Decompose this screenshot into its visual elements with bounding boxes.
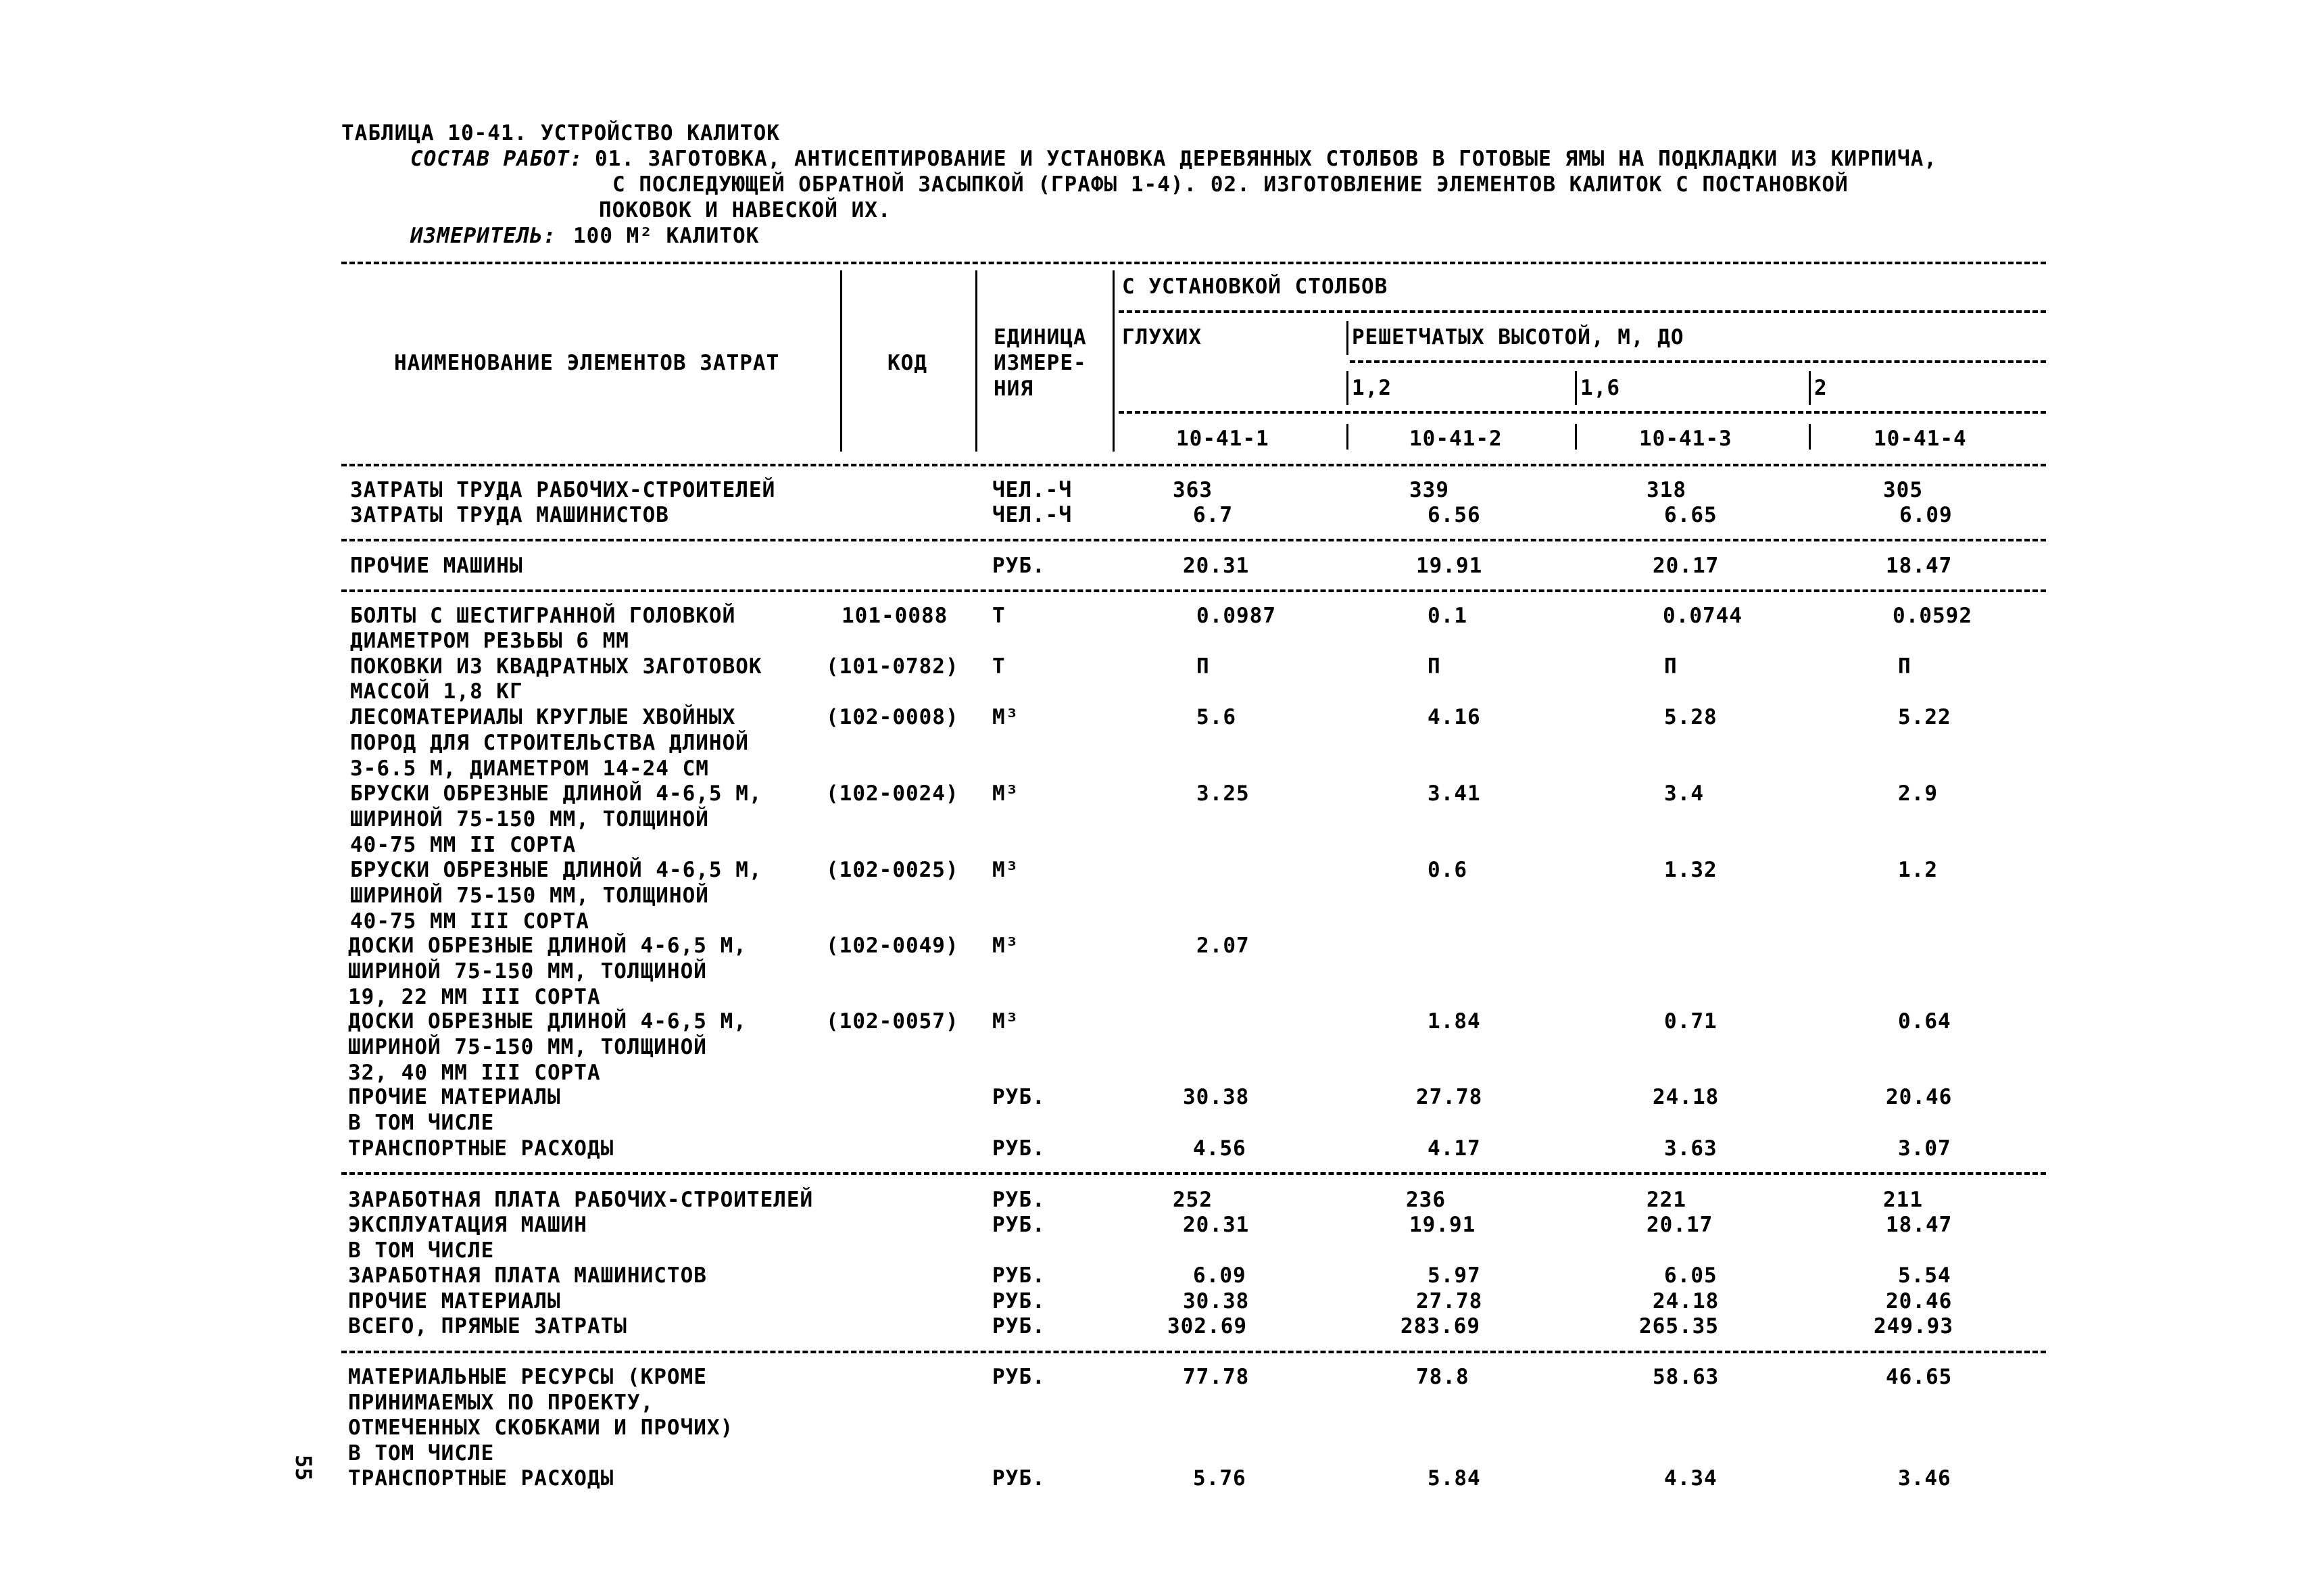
row-value-4: 20.46 [1886, 1085, 1953, 1109]
row-name: ПРОЧИЕ МАШИНЫ [350, 554, 523, 578]
composition-line-3: ПОКОВОК И НАВЕСКОЙ ИХ. [599, 198, 892, 222]
header-top-rule [341, 262, 2046, 264]
row-value-4: 3.07 [1898, 1136, 1951, 1161]
header-code-1: 10-41-1 [1176, 427, 1269, 451]
row-name: ДОСКИ ОБРЕЗНЫЕ ДЛИНОЙ 4-6,5 М, [348, 1009, 747, 1034]
row-name-cont: ПОРОД ДЛЯ СТРОИТЕЛЬСТВА ДЛИНОЙ [350, 731, 749, 755]
row-name-cont: 40-75 ММ II СОРТА [350, 833, 577, 857]
composition-line-2: С ПОСЛЕДУЮЩЕЙ ОБРАТНОЙ ЗАСЫПКОЙ (ГРАФЫ 1-4). 02. ИЗГОТОВЛЕНИЕ ЭЛЕМЕНТОВ КАЛИТОК С ПОСТАНОВКОЙ [612, 172, 1849, 197]
row-name-cont: ПРИНИМАЕМЫХ ПО ПРОЕКТУ, [348, 1391, 654, 1415]
header-vsep-2 [975, 270, 977, 452]
row-value-1: 20.31 [1183, 554, 1250, 578]
header-blind: ГЛУХИХ [1122, 325, 1202, 349]
row-code: (102-0008) [826, 705, 959, 729]
header-code-3: 10-41-3 [1639, 427, 1732, 451]
row-value-3: 6.05 [1664, 1263, 1717, 1288]
row-name: ЭКСПЛУАТАЦИЯ МАШИН [348, 1213, 587, 1237]
row-value-1: 6.7 [1193, 503, 1233, 527]
row-name-cont: ОТМЕЧЕННЫХ СКОБКАМИ И ПРОЧИХ) [348, 1416, 734, 1440]
header-vsep-c2 [1346, 424, 1348, 450]
row-unit: РУБ. [992, 1213, 1046, 1237]
header-unit-line-3: НИЯ [994, 377, 1033, 401]
page-number: 55 [291, 1455, 316, 1481]
row-code: (102-0025) [826, 858, 959, 882]
row-value-2: 19.91 [1409, 1213, 1476, 1237]
row-unit: РУБ. [992, 554, 1046, 578]
row-value-1: 6.09 [1193, 1263, 1246, 1288]
row-value-1: 30.38 [1183, 1085, 1250, 1109]
row-value-1: 0.0987 [1196, 604, 1276, 628]
row-name-cont: ШИРИНОЙ 75-150 ММ, ТОЛЩИНОЙ [348, 959, 707, 984]
row-value-4: П [1898, 654, 1911, 679]
row-value-3: 0.0744 [1663, 604, 1743, 628]
row-unit: РУБ. [992, 1314, 1046, 1338]
row-value-2: 0.6 [1428, 858, 1467, 882]
row-name-cont: 32, 40 ММ III СОРТА [348, 1061, 601, 1085]
header-bottom-rule [341, 464, 2046, 466]
section-rule-4 [341, 1351, 2046, 1353]
row-value-3: 1.32 [1664, 858, 1717, 882]
row-value-3: 5.28 [1664, 705, 1717, 729]
row-value-4: 18.47 [1886, 554, 1953, 578]
row-unit: РУБ. [992, 1085, 1046, 1109]
row-value-3: 318 [1647, 478, 1686, 502]
row-value-1: 5.76 [1193, 1466, 1246, 1491]
row-name: ДОСКИ ОБРЕЗНЫЕ ДЛИНОЙ 4-6,5 М, [348, 934, 747, 958]
header-vsep-h2 [1575, 371, 1577, 405]
row-name: ПРОЧИЕ МАТЕРИАЛЫ [348, 1289, 561, 1313]
row-name: БОЛТЫ С ШЕСТИГРАННОЙ ГОЛОВКОЙ [350, 604, 736, 628]
section-rule-1 [341, 539, 2046, 541]
row-value-4: 20.46 [1886, 1289, 1953, 1313]
header-unit-line-2: ИЗМЕРЕ- [994, 351, 1087, 375]
row-unit: Т [992, 604, 1006, 628]
row-value-2: 4.17 [1428, 1136, 1481, 1161]
meter-value: 100 М² КАЛИТОК [573, 224, 760, 248]
row-name: ВСЕГО, ПРЯМЫЕ ЗАТРАТЫ [348, 1314, 627, 1338]
header-code-col: КОД [887, 351, 927, 375]
row-name: МАТЕРИАЛЬНЫЕ РЕСУРСЫ (КРОМЕ [348, 1365, 707, 1389]
row-unit: РУБ. [992, 1466, 1046, 1491]
row-unit: РУБ. [992, 1289, 1046, 1313]
row-name: ЗАТРАТЫ ТРУДА РАБОЧИХ-СТРОИТЕЛЕЙ [350, 478, 776, 502]
row-value-2: 5.97 [1428, 1263, 1481, 1288]
row-value-1: 5.6 [1196, 705, 1236, 729]
row-value-3: 58.63 [1653, 1365, 1720, 1389]
row-value-3: 6.65 [1664, 503, 1717, 527]
row-name: ЗАТРАТЫ ТРУДА МАШИНИСТОВ [350, 503, 669, 527]
row-value-2: 19.91 [1416, 554, 1483, 578]
row-value-1: П [1196, 654, 1210, 679]
row-value-4: 1.2 [1898, 858, 1938, 882]
row-value-3: 3.63 [1664, 1136, 1717, 1161]
row-value-4: 305 [1883, 478, 1923, 502]
section-rule-3 [341, 1172, 2046, 1175]
row-name: ЗАРАБОТНАЯ ПЛАТА МАШИНИСТОВ [348, 1263, 707, 1288]
row-value-1: 20.31 [1183, 1213, 1250, 1237]
row-value-2: 78.8 [1416, 1365, 1469, 1389]
row-name: ТРАНСПОРТНЫЕ РАСХОДЫ [348, 1136, 614, 1161]
section-rule-2 [341, 589, 2046, 592]
row-unit: М³ [992, 781, 1019, 806]
row-unit: М³ [992, 1009, 1019, 1034]
header-group-rule [1119, 310, 2046, 313]
row-unit: ЧЕЛ.-Ч [992, 503, 1072, 527]
header-lattice: РЕШЕТЧАТЫХ ВЫСОТОЙ, М, ДО [1352, 325, 1684, 349]
header-vsep-c3 [1575, 424, 1577, 450]
row-value-4: 5.22 [1898, 705, 1951, 729]
row-unit: РУБ. [992, 1263, 1046, 1288]
row-code: (102-0024) [826, 781, 959, 806]
row-value-1: 302.69 [1167, 1314, 1247, 1338]
composition-line-1: 01. ЗАГОТОВКА, АНТИСЕПТИРОВАНИЕ И УСТАНОВКА ДЕРЕВЯННЫХ СТОЛБОВ В ГОТОВЫЕ ЯМЫ НА ПОДКЛАДКИ ИЗ КИРПИЧА, [595, 147, 1938, 171]
row-unit: Т [992, 654, 1006, 679]
row-value-4: 18.47 [1886, 1213, 1953, 1237]
row-name-cont: В ТОМ ЧИСЛЕ [348, 1111, 495, 1135]
row-value-3: 0.71 [1664, 1009, 1717, 1034]
row-value-3: 221 [1647, 1188, 1686, 1212]
header-lattice-rule [1350, 360, 2046, 363]
row-unit: М³ [992, 858, 1019, 882]
row-name-cont: ШИРИНОЙ 75-150 ММ, ТОЛЩИНОЙ [348, 1035, 707, 1059]
row-value-4: 6.09 [1899, 503, 1953, 527]
header-group: С УСТАНОВКОЙ СТОЛБОВ [1122, 274, 1388, 299]
row-value-2: 27.78 [1416, 1085, 1483, 1109]
header-code-4: 10-41-4 [1874, 427, 1967, 451]
row-unit: М³ [992, 934, 1019, 958]
row-value-1: 252 [1173, 1188, 1213, 1212]
row-name: ЛЕСОМАТЕРИАЛЫ КРУГЛЫЕ ХВОЙНЫХ [350, 705, 736, 729]
row-unit: РУБ. [992, 1136, 1046, 1161]
row-unit: РУБ. [992, 1188, 1046, 1212]
row-value-2: 27.78 [1416, 1289, 1483, 1313]
meter-label: ИЗМЕРИТЕЛЬ: [410, 224, 557, 248]
row-value-1: 4.56 [1193, 1136, 1246, 1161]
table-title: ТАБЛИЦА 10-41. УСТРОЙСТВО КАЛИТОК [341, 121, 780, 145]
row-value-4: 211 [1883, 1188, 1923, 1212]
row-value-3: 24.18 [1653, 1289, 1720, 1313]
header-unit-line-1: ЕДИНИЦА [994, 325, 1087, 349]
row-code: (101-0782) [826, 654, 959, 679]
row-value-4: 5.54 [1898, 1263, 1951, 1288]
row-unit: РУБ. [992, 1365, 1046, 1389]
row-name: БРУСКИ ОБРЕЗНЫЕ ДЛИНОЙ 4-6,5 М, [350, 781, 762, 806]
row-value-2: 236 [1406, 1188, 1446, 1212]
row-value-3: 3.4 [1664, 781, 1704, 806]
row-name: ТРАНСПОРТНЫЕ РАСХОДЫ [348, 1466, 614, 1491]
row-value-1: 2.07 [1196, 934, 1250, 958]
header-code-2: 10-41-2 [1409, 427, 1503, 451]
row-name: ПРОЧИЕ МАТЕРИАЛЫ [348, 1085, 561, 1109]
row-value-4: 0.0592 [1893, 604, 1972, 628]
row-value-3: 4.34 [1664, 1466, 1717, 1491]
row-value-3: 24.18 [1653, 1085, 1720, 1109]
row-value-4: 2.9 [1898, 781, 1938, 806]
row-value-4: 249.93 [1874, 1314, 1953, 1338]
row-name-cont: 19, 22 ММ III СОРТА [348, 985, 601, 1009]
row-value-2: 1.84 [1428, 1009, 1481, 1034]
row-name-cont: В ТОМ ЧИСЛЕ [348, 1441, 495, 1466]
header-vsep-h3 [1809, 371, 1811, 405]
row-value-2: 6.56 [1428, 503, 1481, 527]
header-vsep-h1 [1346, 371, 1348, 405]
row-name-cont: 40-75 ММ III СОРТА [350, 909, 589, 934]
row-name-cont: ДИАМЕТРОМ РЕЗЬБЫ 6 ММ [350, 629, 629, 653]
header-vsep-1 [840, 270, 842, 452]
row-code: (102-0049) [826, 934, 959, 958]
row-value-2: 339 [1409, 478, 1449, 502]
row-name-cont: ШИРИНОЙ 75-150 ММ, ТОЛЩИНОЙ [350, 807, 709, 831]
row-value-2: П [1428, 654, 1441, 679]
row-value-1: 77.78 [1183, 1365, 1250, 1389]
row-value-2: 0.1 [1428, 604, 1467, 628]
row-value-2: 5.84 [1428, 1466, 1481, 1491]
row-value-2: 4.16 [1428, 705, 1481, 729]
composition-label: СОСТАВ РАБОТ: [410, 147, 583, 171]
header-vsep-c4 [1809, 424, 1811, 450]
row-name-cont: МАССОЙ 1,8 КГ [350, 679, 523, 704]
row-name: ЗАРАБОТНАЯ ПЛАТА РАБОЧИХ-СТРОИТЕЛЕЙ [348, 1188, 814, 1212]
header-vsep-lattice [1346, 321, 1348, 355]
row-unit: М³ [992, 705, 1019, 729]
header-heights-rule [1119, 411, 2046, 414]
row-value-2: 283.69 [1400, 1314, 1480, 1338]
row-value-2: 3.41 [1428, 781, 1481, 806]
header-height-3: 2 [1814, 376, 1828, 400]
row-value-1: 363 [1173, 478, 1213, 502]
row-name-cont: 3-6.5 М, ДИАМЕТРОМ 14-24 СМ [350, 756, 709, 781]
row-value-4: 3.46 [1898, 1466, 1951, 1491]
row-value-3: П [1664, 654, 1678, 679]
row-code: 101-0088 [842, 604, 948, 628]
row-unit: ЧЕЛ.-Ч [992, 478, 1072, 502]
header-height-1: 1,2 [1352, 376, 1392, 400]
row-value-3: 265.35 [1639, 1314, 1719, 1338]
row-value-3: 20.17 [1653, 554, 1720, 578]
row-code: (102-0057) [826, 1009, 959, 1034]
row-name: ПОКОВКИ ИЗ КВАДРАТНЫХ ЗАГОТОВОК [350, 654, 762, 679]
row-value-1: 30.38 [1183, 1289, 1250, 1313]
header-vsep-3 [1113, 270, 1115, 452]
header-name-col: НАИМЕНОВАНИЕ ЭЛЕМЕНТОВ ЗАТРАТ [394, 351, 780, 375]
row-value-3: 20.17 [1647, 1213, 1713, 1237]
row-name: БРУСКИ ОБРЕЗНЫЕ ДЛИНОЙ 4-6,5 М, [350, 858, 762, 882]
row-name-cont: ШИРИНОЙ 75-150 ММ, ТОЛЩИНОЙ [350, 884, 709, 908]
row-name-cont: В ТОМ ЧИСЛЕ [348, 1238, 495, 1263]
row-value-4: 0.64 [1898, 1009, 1951, 1034]
row-value-1: 3.25 [1196, 781, 1250, 806]
row-value-4: 46.65 [1886, 1365, 1953, 1389]
header-height-2: 1,6 [1580, 376, 1620, 400]
